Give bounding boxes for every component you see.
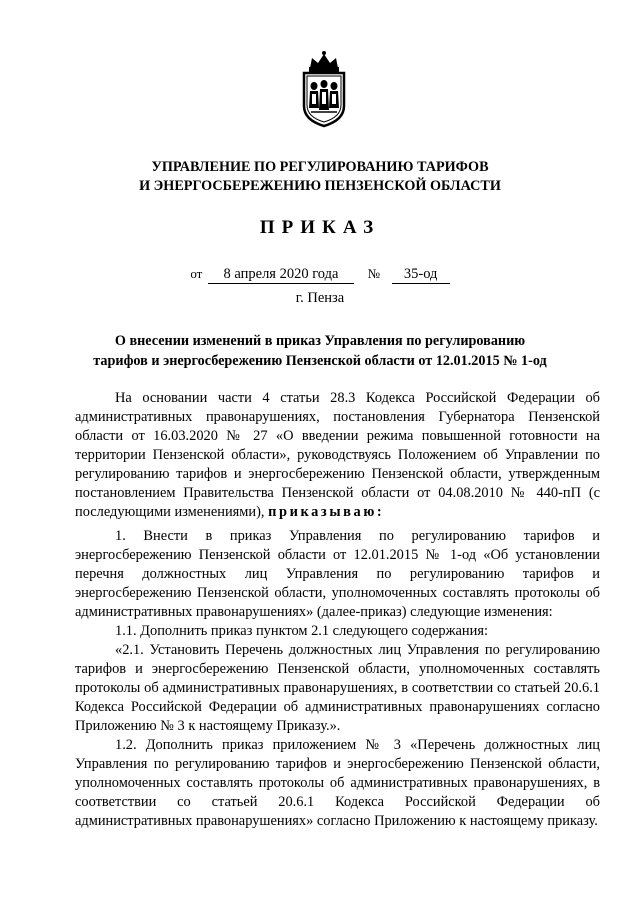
date-label: от	[190, 266, 203, 281]
order-item: 1.1. Дополнить приказ пунктом 2.1 следующего содержания:	[115, 623, 488, 639]
preamble-paragraph	[75, 389, 600, 522]
order-date: 8 апреля 2020 года	[208, 266, 354, 284]
preamble-text: На основании части 4 статьи 28.3 Кодекса Российской Федерации об административных правонарушениях, постановления Губернатора Пензенской области от 16.03.2020 № 27 «О введении режима повышенной готовности на территории Пензенской области», руководствуясь Положением об Управлении по регулированию тарифов и энергосбережению Пензенской области, утвержденным постановлением Правительства Пензенской области от 04.08.2010 № 440-пП (с последующими изменениями),	[75, 390, 600, 520]
organization-name-line-1: УПРАВЛЕНИЕ ПО РЕГУЛИРОВАНИЮ ТАРИФОВ	[151, 159, 489, 175]
order-item: 1. Внести в приказ Управления по регулированию тарифов и энергосбережению Пензенской области от 12.01.2015 № 1-од «Об установлении перечня должностных лиц Управления по регулированию тарифов и энергосбережению Пензенской области, уполномоченных составлять протоколы об административных правонарушениях» (далее-приказ) следующие изменения:	[75, 528, 600, 620]
order-word: приказываю:	[268, 504, 385, 520]
subject-line-1: О внесении изменений в приказ Управления по регулированию	[114, 333, 526, 349]
order-subject	[60, 331, 580, 371]
order-number: 35-од	[392, 266, 450, 284]
order-items	[75, 527, 600, 831]
organization-name-line-2: И ЭНЕРГОСБЕРЕЖЕНИЮ ПЕНЗЕНСКОЙ ОБЛАСТИ	[139, 178, 501, 194]
coat-of-arms-icon	[296, 50, 352, 128]
order-item: «2.1. Установить Перечень должностных лиц Управления по регулированию тарифов и энергосбережению Пензенской области, уполномоченных составлять протоколы об административных правонарушениях, в соответствии со статьей 20.6.1 Кодекса Российской Федерации об административных правонарушениях согласно Приложению № 3 к настоящему Приказу.».	[75, 642, 600, 734]
city: г. Пенза	[295, 290, 345, 306]
number-label: №	[367, 266, 381, 281]
order-item: 1.2. Дополнить приказ приложением № 3 «Перечень должностных лиц Управления по регулированию тарифов и энергосбережению Пензенской области, уполномоченных составлять протоколы об административных правонарушениях, в соответствии со статьей 20.6.1 Кодекса Российской Федерации об административных правонарушениях» согласно Приложению к настоящему приказу.	[75, 737, 600, 829]
date-number-line	[0, 266, 640, 284]
subject-line-2: тарифов и энергосбережению Пензенской области от 12.01.2015 № 1-од	[93, 353, 547, 369]
document-type-title: ПРИКАЗ	[259, 217, 381, 238]
